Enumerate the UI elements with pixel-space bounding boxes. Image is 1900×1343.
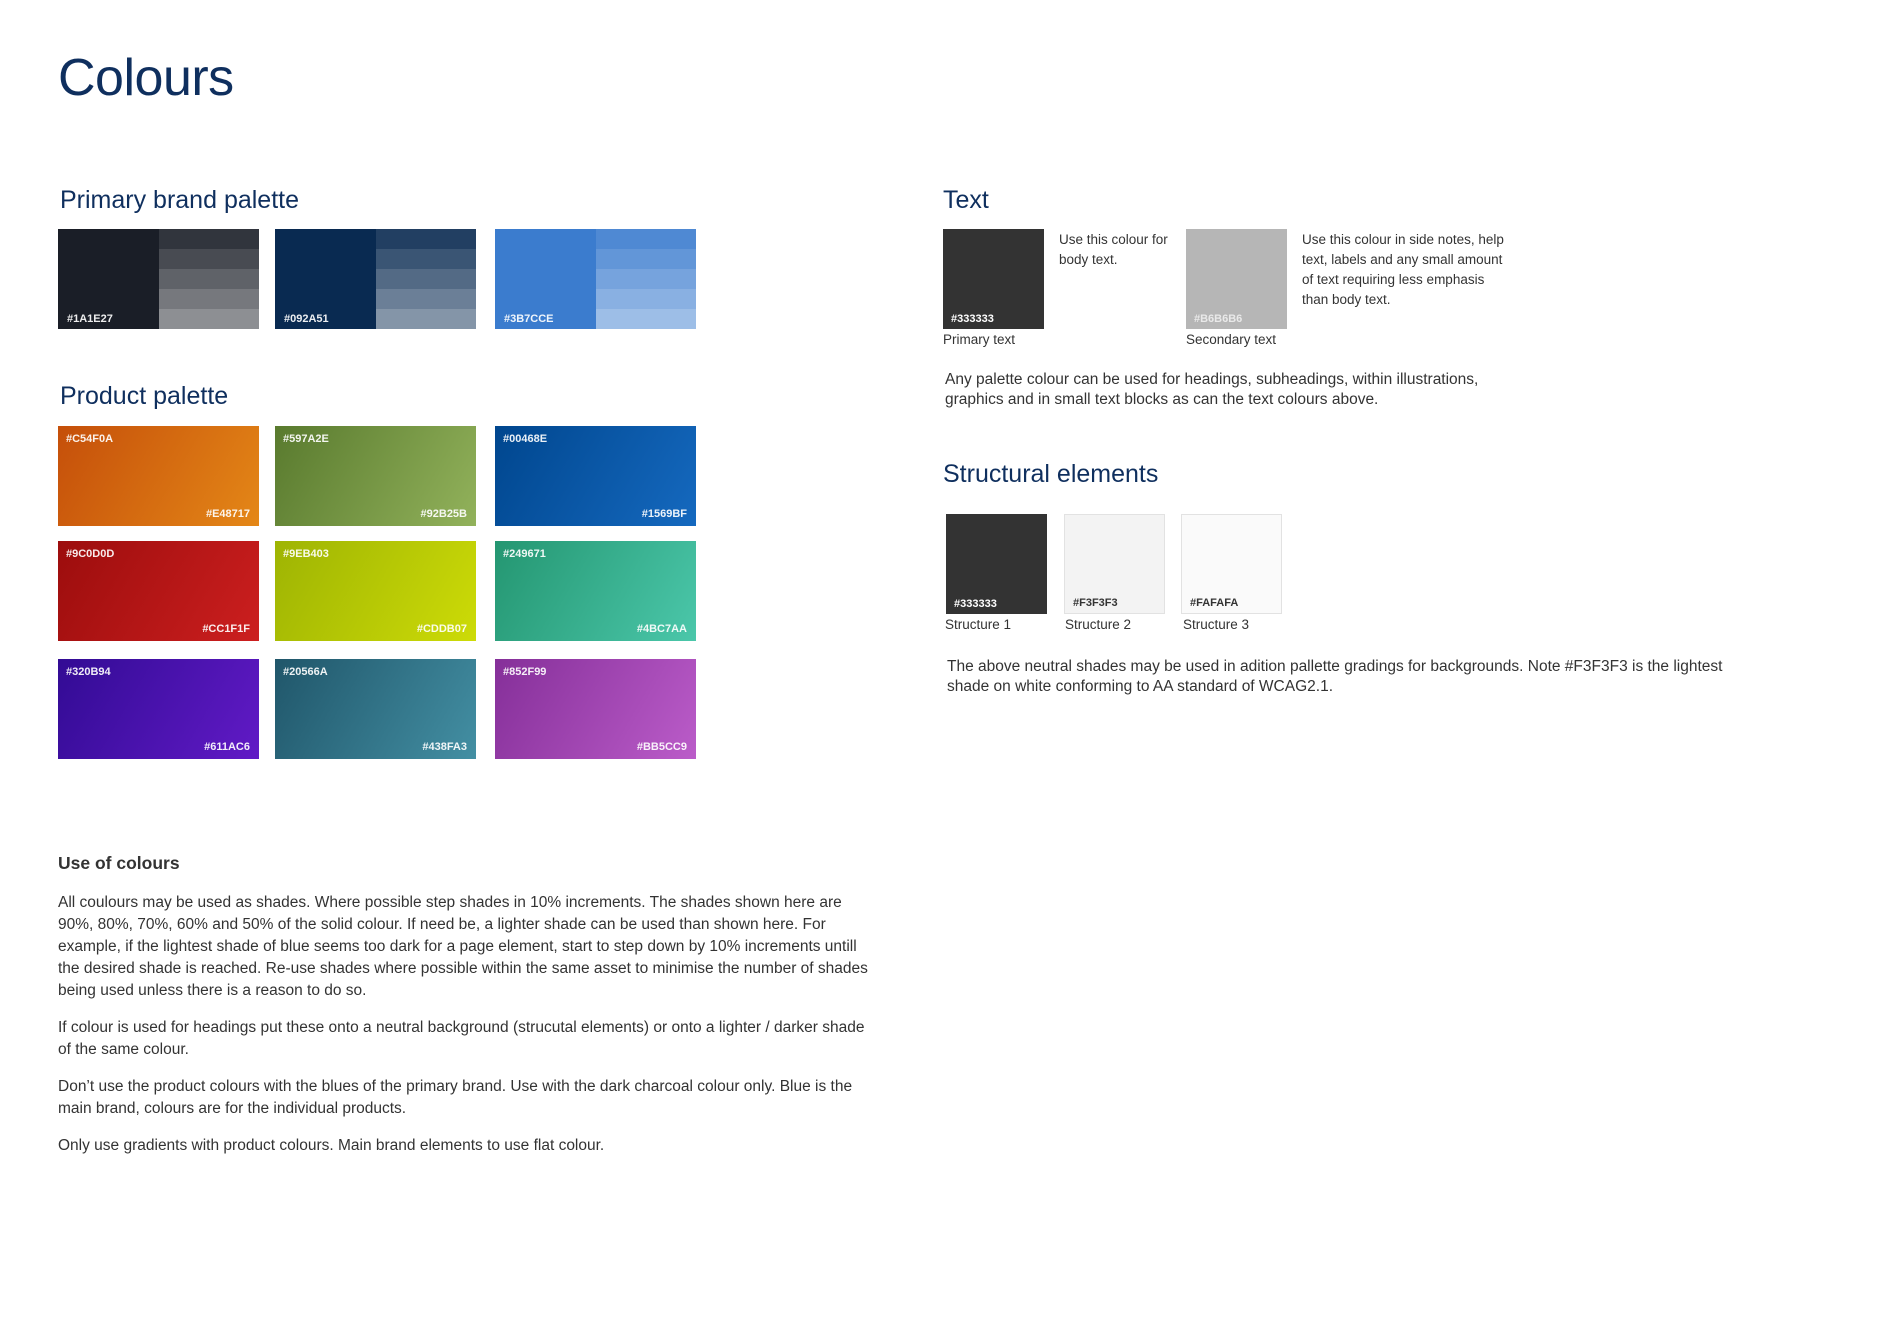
gradient-end-hex: #438FA3 xyxy=(422,741,467,753)
brand-shades xyxy=(376,229,476,329)
product-swatch-red xyxy=(58,541,259,641)
product-swatch-orange xyxy=(58,426,259,526)
text-colours-paragraph: Any palette colour can be used for headings, subheadings, within illustrations, graphics and in small text blocks as can the text colours above. xyxy=(945,371,1479,408)
primary-text-label: Primary text xyxy=(943,332,1016,347)
gradient-end-hex: #4BC7AA xyxy=(636,623,687,635)
use-of-colours-paragraph: Only use gradients with product colours. Main brand elements to use flat colour. xyxy=(58,1137,605,1154)
page-title: Colours xyxy=(58,49,234,107)
use-of-colours-heading: Use of colours xyxy=(58,853,180,873)
structure-2-label: Structure 2 xyxy=(1065,617,1132,632)
brand-shades xyxy=(159,229,259,329)
gradient-end-hex: #92B25B xyxy=(420,508,467,520)
gradient-start-hex: #249671 xyxy=(503,548,546,560)
swatch-hex-label: #B6B6B6 xyxy=(1194,313,1243,325)
gradient-start-hex: #320B94 xyxy=(66,666,111,678)
secondary-text-note: Use this colour in side notes, help text, labels and any small amount of text requiring less emphasis than body text. xyxy=(1302,232,1504,307)
product-swatch-teal xyxy=(495,541,696,641)
primary-palette-heading: Primary brand palette xyxy=(60,186,300,214)
swatch-hex-label: #1A1E27 xyxy=(67,313,113,325)
swatch-hex-label: #333333 xyxy=(954,598,997,610)
gradient-end-hex: #CC1F1F xyxy=(202,623,250,635)
structural-heading: Structural elements xyxy=(943,460,1159,488)
gradient-end-hex: #1569BF xyxy=(641,508,687,520)
structure-2-swatch xyxy=(1064,514,1165,614)
gradient-start-hex: #00468E xyxy=(503,433,548,445)
brand-swatch-charcoal xyxy=(58,229,259,329)
primary-text-swatch xyxy=(943,229,1044,329)
gradient-start-hex: #C54F0A xyxy=(66,433,114,445)
structure-1-label: Structure 1 xyxy=(945,617,1012,632)
brand-shades xyxy=(596,229,696,329)
product-palette-heading: Product palette xyxy=(60,382,229,410)
gradient-end-hex: #CDDB07 xyxy=(416,623,467,635)
swatch-hex-label: #F3F3F3 xyxy=(1073,597,1118,609)
product-swatch-blue xyxy=(495,426,696,526)
use-of-colours-paragraph: If colour is used for headings put these onto a neutral background (strucutal elements) or onto a lighter / darker shade of the same colour. xyxy=(58,1019,865,1058)
secondary-text-swatch xyxy=(1186,229,1287,329)
gradient-start-hex: #597A2E xyxy=(283,433,329,445)
product-swatch-lime xyxy=(275,541,476,641)
swatch-hex-label: #FAFAFA xyxy=(1190,597,1239,609)
product-swatch-petrol xyxy=(275,659,476,759)
structure-3-label: Structure 3 xyxy=(1183,617,1250,632)
use-of-colours-paragraph: Don’t use the product colours with the blues of the primary brand. Use with the dark charcoal colour only. Blue is the main brand, colours are for the individual products. xyxy=(58,1078,853,1117)
structure-3-swatch xyxy=(1181,514,1282,614)
product-swatch-olive xyxy=(275,426,476,526)
gradient-start-hex: #9C0D0D xyxy=(66,548,115,560)
primary-text-note: Use this colour for body text. xyxy=(1059,232,1168,267)
gradient-start-hex: #852F99 xyxy=(503,666,547,678)
swatch-hex-label: #092A51 xyxy=(284,313,329,325)
structure-1-swatch xyxy=(946,514,1047,614)
gradient-end-hex: #611AC6 xyxy=(204,741,250,753)
swatch-hex-label: #333333 xyxy=(951,313,994,325)
swatch-hex-label: #3B7CCE xyxy=(504,313,554,325)
gradient-end-hex: #BB5CC9 xyxy=(636,741,687,753)
product-swatch-purple xyxy=(58,659,259,759)
brand-swatch-navy xyxy=(275,229,476,329)
brand-swatch-blue xyxy=(495,229,696,329)
gradient-end-hex: #E48717 xyxy=(205,508,250,520)
secondary-text-label: Secondary text xyxy=(1186,332,1277,347)
gradient-start-hex: #9EB403 xyxy=(283,548,329,560)
text-colours-heading: Text xyxy=(943,186,989,214)
use-of-colours-body xyxy=(58,892,868,1172)
use-of-colours-paragraph: All coulours may be used as shades. Where possible step shades in 10% increments. The shades shown here are 90%, 80%, 70%, 60% and 50% of the solid colour. If need be, a lighter shade can be used than shown here. For example, if the lightest shade of blue seems too dark for a page element, start to step down by 10% increments untill the desired shade is reached. Re-use shades where possible within the same asset to minimise the number of shades being used unless there is a reason to do so. xyxy=(58,894,868,999)
structural-paragraph: The above neutral shades may be used in adition pallette gradings for backgrounds. Note #F3F3F3 is the lightest shade on white conforming to AA standard of WCAG2.1. xyxy=(947,658,1723,695)
product-swatch-magenta xyxy=(495,659,696,759)
gradient-start-hex: #20566A xyxy=(283,666,328,678)
